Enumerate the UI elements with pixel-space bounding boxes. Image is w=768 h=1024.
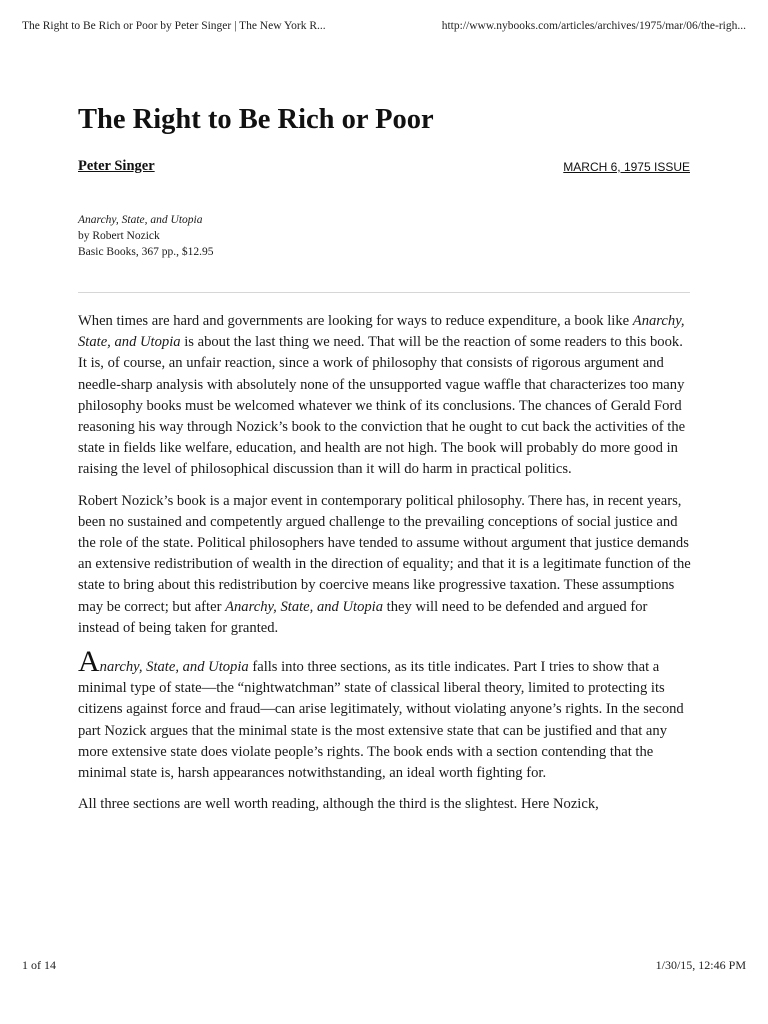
article-title: The Right to Be Rich or Poor: [78, 104, 434, 135]
print-datetime: 1/30/15, 12:46 PM: [655, 958, 746, 972]
book-title: Anarchy, State, and Utopia: [78, 214, 203, 226]
page-number: 1 of 14: [22, 958, 56, 972]
issue-link[interactable]: MARCH 6, 1975 ISSUE: [563, 160, 690, 174]
paragraph-1-text-a: When times are hard and governments are looking for ways to reduce expenditure, a book like: [78, 313, 633, 329]
paragraph-2: [78, 491, 692, 639]
paragraph-1-text-c: is about the last thing we need. That will be the reaction of some readers to this book. It is, of course, an unfair reaction, since a work of philosophy that consists of rigorous argument and needle-sharp analysis with absolutely none of the unsupported vague waffle that characterizes too many philosophy books must be welcomed whatever we think of its conclusions. The chances of Gerald Ford reasoning his way through Nozick’s book to the conviction that he ought to cut back the activities of the state in fields like welfare, education, and health are not high. The book will probably do more good in raising the level of philosophical discussion than it will do harm in practical politics.: [78, 334, 686, 478]
drop-cap: A: [78, 645, 100, 679]
print-footer: [22, 958, 746, 976]
paragraph-3: [78, 645, 692, 784]
paragraph-1: [78, 311, 692, 481]
book-info: [78, 212, 213, 260]
paragraph-3-text: falls into three sections, as its title indicates. Part I tries to show that a minimal type of state—the “nightwatchman” state of classical liberal theory, limited to protecting its citizens against force and fraud—can arise legitimately, without violating anyone’s rights. In the second part Nozick argues that the minimal state is the most extensive state that can be justified and that any more extensive state does violate people’s rights. The book ends with a section contending that the minimal state is, harsh appearances notwithstanding, an ideal worth fighting for.: [78, 659, 684, 782]
book-publisher: Basic Books, 367 pp., $12.95: [78, 246, 214, 258]
divider: [78, 292, 690, 293]
book-author: by Robert Nozick: [78, 230, 160, 242]
paragraph-4-text: All three sections are well worth reading, although the third is the slightest. Here Nozick,: [78, 796, 599, 813]
paragraph-4: [78, 794, 692, 815]
paragraph-2-text-c: they will need to be defended and argued for instead of being taken for granted.: [78, 598, 648, 636]
paragraph-2-book-title: Anarchy, State, and Utopia: [225, 598, 384, 615]
paragraph-1-book-title: Anarchy, State, and Utopia: [78, 313, 685, 351]
page-header-title: The Right to Be Rich or Poor by Peter Singer | The New York R...: [22, 20, 326, 32]
print-header: [22, 20, 746, 38]
paragraph-2-text-a: Robert Nozick’s book is a major event in contemporary political philosophy. There has, in recent years, been no sustained and competently argued challenge to the prevailing conceptions of social justice and the role of the state. Political philosophers have tended to assume without argument that justice demands an extensive redistribution of wealth in the direction of equality; and that it is a legitimate function of the state to bring about this redistribution by coercive means like progressive taxation. These assumptions may be correct; but after: [78, 492, 691, 615]
author-link[interactable]: Peter Singer: [78, 158, 155, 174]
paragraph-3-book-title: narchy, State, and Utopia: [99, 659, 249, 676]
article-body: [78, 311, 692, 825]
page-header-url: http://www.nybooks.com/articles/archives/1975/mar/06/the-righ...: [441, 20, 746, 32]
